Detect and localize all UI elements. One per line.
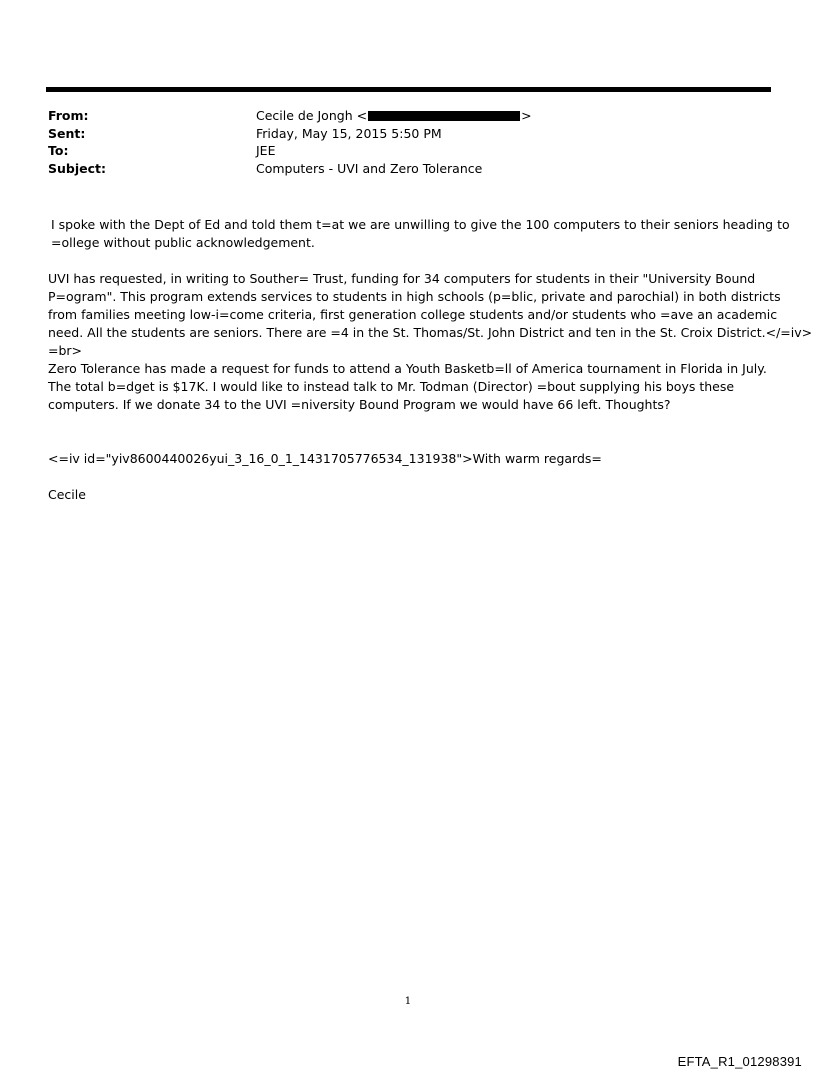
- paragraph-closing: [48, 450, 773, 468]
- redacted-email: [368, 111, 520, 121]
- page-number: 1: [404, 995, 412, 1007]
- body-line: I spoke with the Dept of Ed and told them t=at we are unwilling to give the 100 computers to their seniors heading to: [51, 217, 790, 232]
- email-body: [48, 216, 813, 504]
- subject-row: [48, 160, 768, 178]
- to-row: [48, 142, 768, 160]
- closing-line: <=iv id="yiv8600440026yui_3_16_0_1_1431705776534_131938">With warm regards=: [48, 451, 602, 466]
- sent-value: Friday, May 15, 2015 5:50 PM: [256, 125, 442, 141]
- header-divider: [46, 87, 771, 92]
- sent-label: Sent:: [48, 125, 86, 141]
- body-line: Zero Tolerance has made a request for funds to attend a Youth Basketb=ll of America tournament in Florida in July.: [48, 361, 767, 376]
- subject-value: Computers - UVI and Zero Tolerance: [256, 160, 483, 176]
- paragraph-uvi-request: [48, 270, 813, 414]
- body-line: need. All the students are seniors. There are =4 in the St. Thomas/St. John District and ten in the St. Croix District.</=iv>: [48, 325, 813, 340]
- from-row: [48, 107, 768, 125]
- body-line: from families meeting low-i=come criteria, first generation college students and/or students who =ave an academic: [48, 307, 778, 322]
- from-label: From:: [48, 108, 89, 123]
- body-line: P=ogram". This program extends services to students in high schools (p=blic, private and parochial) in both districts: [48, 289, 781, 304]
- body-line: computers. If we donate 34 to the UVI =niversity Bound Program we would have 66 left. Thoughts?: [48, 397, 671, 412]
- signature-name: Cecile: [48, 487, 86, 502]
- signature: [48, 486, 773, 504]
- from-close: >: [521, 108, 532, 123]
- paragraph-dept-of-ed: [48, 216, 790, 252]
- body-line: =br>: [48, 343, 83, 358]
- to-label: To:: [48, 143, 69, 158]
- body-line: =ollege without public acknowledgement.: [51, 235, 315, 250]
- subject-label: Subject:: [48, 160, 106, 176]
- email-header: [48, 107, 768, 177]
- sent-row: [48, 125, 768, 143]
- to-value: JEE: [256, 143, 276, 158]
- body-line: The total b=dget is $17K. I would like to instead talk to Mr. Todman (Director) =bout supplying his boys these: [48, 379, 735, 394]
- bates-number: EFTA_R1_01298391: [677, 1054, 802, 1069]
- from-value: [256, 107, 768, 125]
- from-name: Cecile de Jongh <: [256, 108, 368, 123]
- body-line: UVI has requested, in writing to Souther= Trust, funding for 34 computers for students in their "University Bound: [48, 271, 756, 286]
